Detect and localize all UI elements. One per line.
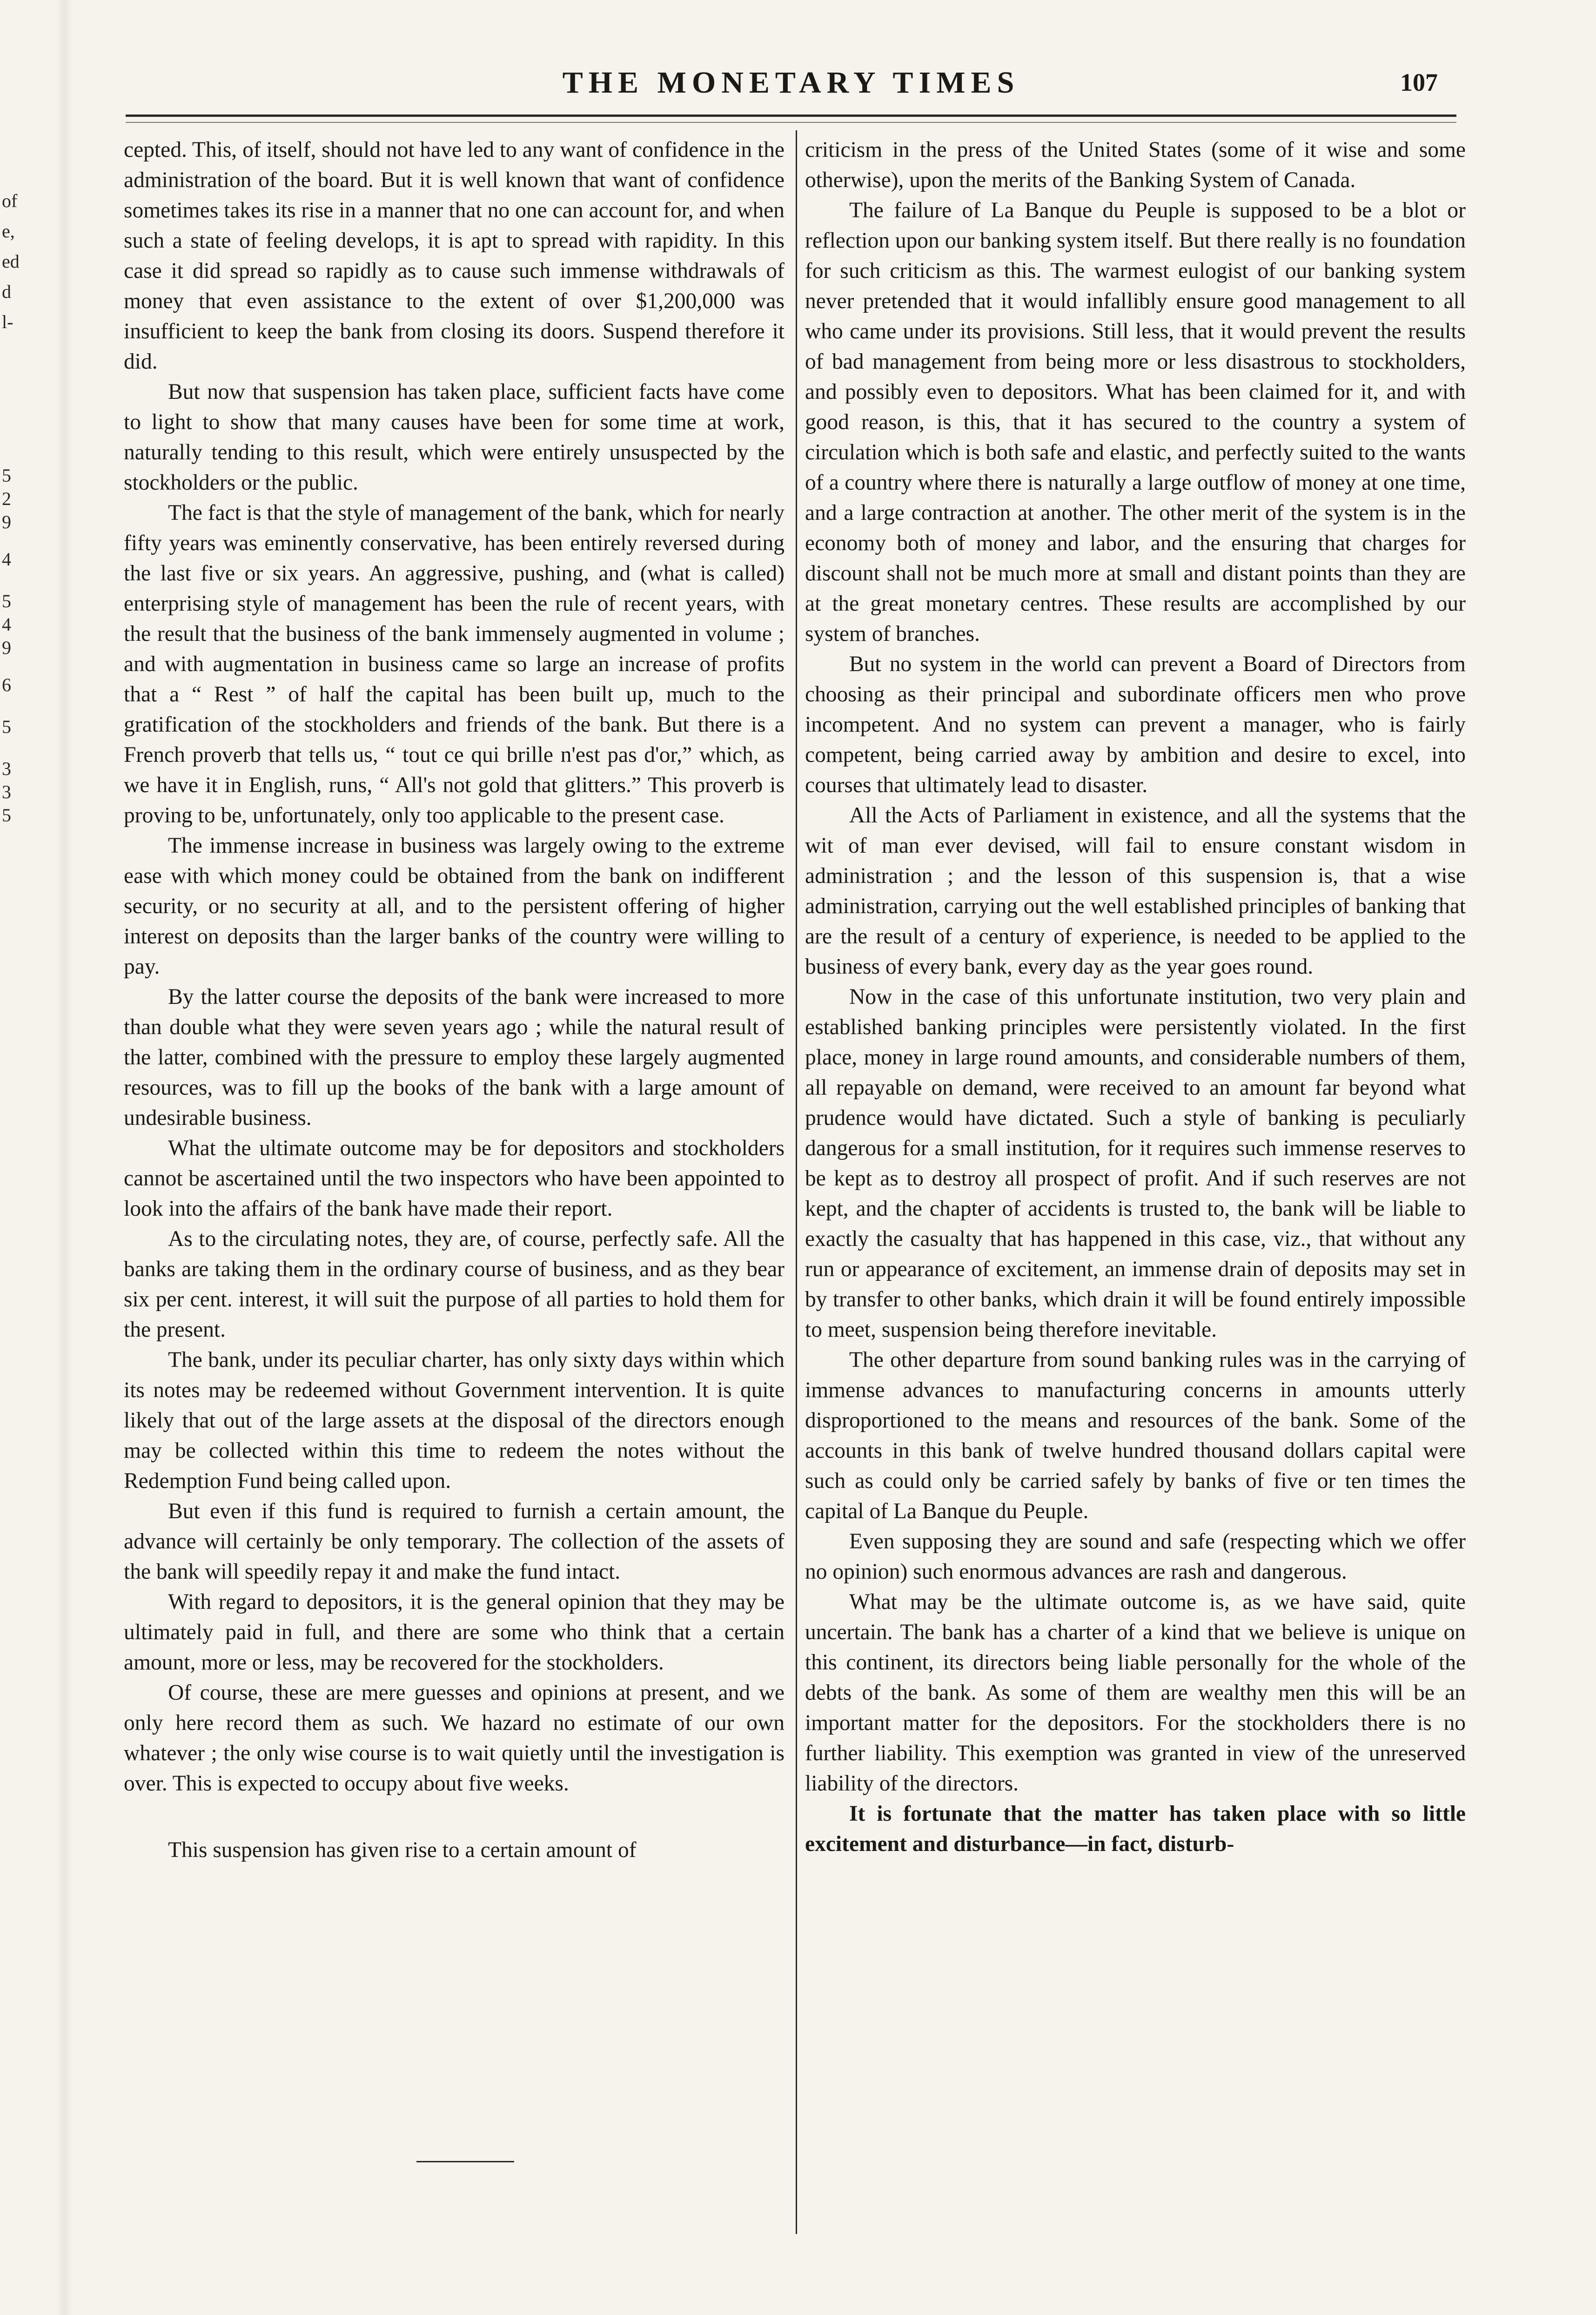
paragraph: The failure of La Banque du Peuple is supposed to be a blot or reflection upon our banking system itself. But there really is no foundation for such criticism as this. The warmest eulogist of our banking system never pretended that it would infallibly ensure good management to all who came under its provisions. Still less, that it would prevent the results of bad management from being more or less disastrous to stockholders, and possibly even to depositors. What has been claimed for it, and with good reason, is this, that it has secured to the country a system of circulation which is both safe and elastic, and perfectly suited to the wants of a country where there is naturally a large outflow of money at one time, and a large contraction at another. The other merit of the system is in the economy both of money and labor, and the ensuring that charges for discount shall not be much more at small and distant points than they are at the great monetary centres. These results are accomplished by our system of branches. — [805, 198, 1466, 646]
margin-fragment: 9 — [2, 637, 11, 658]
paragraph: criticism in the press of the United States (some of it wise and some otherwise), upon the merits of the Banking System of Canada. — [805, 138, 1466, 192]
paragraph: All the Acts of Parliament in existence, and all the systems that the wit of man ever devised, will fail to ensure constant wisdom in administration ; and the lesson of this suspension is, that a wise administration, carrying out the well established principles of banking that are the result of a century of experience, is needed to be applied to the business of every bank, every day as the year goes round. — [805, 803, 1466, 979]
binding-shadow — [56, 0, 73, 2315]
margin-fragment: 3 — [2, 758, 11, 779]
paragraph: The bank, under its peculiar charter, has only sixty days within which its notes may be redeemed without Government intervention. It is quite likely that out of the large assets at the disposal of the directors enough may be collected within this time to redeem the notes without the Redemption Fund being called upon. — [124, 1348, 785, 1493]
margin-fragment: 4 — [2, 549, 11, 570]
paragraph: But even if this fund is required to furnish a certain amount, the advance will certainly be only temporary. The collection of the assets of the bank will speedily repay it and make the fund intact. — [124, 1499, 785, 1584]
paragraph: The fact is that the style of management of the bank, which for nearly fifty years was eminently conservative, has been entirely reversed during the last five or six years. An aggressive, pushing, and (what is called) enterprising style of management has been the rule of recent years, with the result that the business of the bank immensely augmented in volume ; and with augmentation in business came so large an increase of profits that a “ Rest ” of half the capital has been built up, much to the gratification of the stockholders and friends of the bank. But there is a French proverb that tells us, “ tout ce qui brille n'est pas d'or,” which, as we have it in English, runs, “ All's not gold that glitters.” This proverb is proving to be, unfortunately, only too applicable to the present case. — [124, 501, 785, 828]
right-column — [805, 135, 1466, 1859]
margin-fragment: e, — [2, 221, 15, 242]
margin-fragment: of — [2, 190, 18, 211]
section-rule — [416, 2161, 514, 2162]
column-divider — [796, 130, 797, 2234]
paragraph: Of course, these are mere guesses and opinions at present, and we only here record them as such. We hazard no estimate of our own whatever ; the only wise course is to wait quietly until the investigation is over. This is expected to occupy about five weeks. — [124, 1681, 785, 1796]
margin-fragment: ed — [2, 251, 20, 272]
left-column — [124, 135, 785, 1865]
paragraph: What may be the ultimate outcome is, as we have said, quite uncertain. The bank has a charter of a kind that we believe is unique on this continent, its directors being liable personally for the whole of the debts of the bank. As some of them are wealthy men this will be an important matter for the depositors. For the stockholders there is no further liability. This exemption was granted in view of the unreserved liability of the directors. — [805, 1590, 1466, 1796]
paragraph: Even supposing they are sound and safe (respecting which we offer no opinion) such enormous advances are rash and dangerous. — [805, 1529, 1466, 1584]
margin-fragment: d — [2, 281, 11, 302]
paragraph: This suspension has given rise to a certain amount of — [168, 1838, 637, 1862]
margin-fragment: 4 — [2, 614, 11, 635]
paragraph: But now that suspension has taken place, sufficient facts have come to light to show that many causes have been for some time at work, naturally tending to this result, which were entirely unsuspected by the stockholders or the public. — [124, 380, 785, 495]
header-rule — [126, 114, 1456, 117]
margin-fragment: l- — [2, 311, 13, 332]
page-number: 107 — [1400, 68, 1438, 96]
margin-fragment: 5 — [2, 716, 11, 737]
paragraph: With regard to depositors, it is the general opinion that they may be ultimately paid in full, and there are some who think that a certain amount, more or less, may be recovered for the stockholders. — [124, 1590, 785, 1675]
margin-fragment: 5 — [2, 465, 11, 486]
paragraph: What the ultimate outcome may be for depositors and stockholders cannot be ascertained until the two inspectors who have been appointed to look into the affairs of the bank have made their report. — [124, 1136, 785, 1221]
masthead — [126, 65, 1456, 116]
paragraph: By the latter course the deposits of the bank were increased to more than double what they were seven years ago ; while the natural result of the latter, combined with the pressure to employ these largely augmented resources, was to fill up the books of the bank with a large amount of undesirable business. — [124, 985, 785, 1130]
margin-fragment: 6 — [2, 674, 11, 695]
paragraph: It is fortunate that the matter has taken place with so little excitement and disturbance—in fact, disturb- — [805, 1802, 1466, 1856]
margin-fragment: 5 — [2, 591, 11, 612]
margin-fragment: 9 — [2, 511, 11, 532]
paragraph: The other departure from sound banking rules was in the carrying of immense advances to manufacturing concerns in amounts utterly disproportioned to the means and resources of the bank. Some of the accounts in this bank of twelve hundred thousand dollars capital were such as could only be carried safely by banks of five or ten times the capital of La Banque du Peuple. — [805, 1348, 1466, 1523]
paragraph: Now in the case of this unfortunate institution, two very plain and established banking principles were persistently violated. In the first place, money in large round amounts, and considerable numbers of them, all repayable on demand, were received to an amount far beyond what prudence would have dictated. Such a style of banking is peculiarly dangerous for a small institution, for it requires such immense reserves to be kept as to destroy all prospect of profit. And if such reserves are not kept, and the chapter of accidents is trusted to, the bank will be liable to exactly the casualty that has happened in this case, viz., that without any run or appearance of excitement, an immense drain of deposits may set in by transfer to other banks, which drain it will be found entirely impossible to meet, suspension being therefore inevitable. — [805, 985, 1466, 1342]
margin-fragment: 5 — [2, 805, 11, 826]
paragraph: cepted. This, of itself, should not have led to any want of confidence in the administration of the board. But it is well known that want of confidence sometimes takes its rise in a manner that no one can account for, and when such a state of feeling develops, it is apt to spread with rapidity. In this case it did spread so rapidly as to cause such immense withdrawals of money that even assistance to the extent of over $1,200,000 was insufficient to keep the bank from closing its doors. Suspend therefore it did. — [124, 138, 785, 374]
paragraph: As to the circulating notes, they are, of course, perfectly safe. All the banks are taking them in the ordinary course of business, and as they bear six per cent. interest, it will suit the purpose of all parties to hold them for the present. — [124, 1227, 785, 1342]
margin-fragments — [0, 0, 28, 2315]
margin-fragment: 2 — [2, 488, 11, 509]
margin-fragment: 3 — [2, 781, 11, 802]
paragraph: But no system in the world can prevent a Board of Directors from choosing as their principal and subordinate officers men who prove incompetent. And no system can prevent a manager, who is fairly competent, being carried away by ambition and desire to excel, into courses that ultimately lead to disaster. — [805, 652, 1466, 797]
paragraph: The immense increase in business was largely owing to the extreme ease with which money could be obtained from the bank on indifferent security, or no security at all, and to the persistent offering of higher interest on deposits than the larger banks of the country were willing to pay. — [124, 834, 785, 979]
header-rule-thin — [126, 122, 1456, 123]
publication-title: THE MONETARY TIMES — [562, 66, 1020, 100]
